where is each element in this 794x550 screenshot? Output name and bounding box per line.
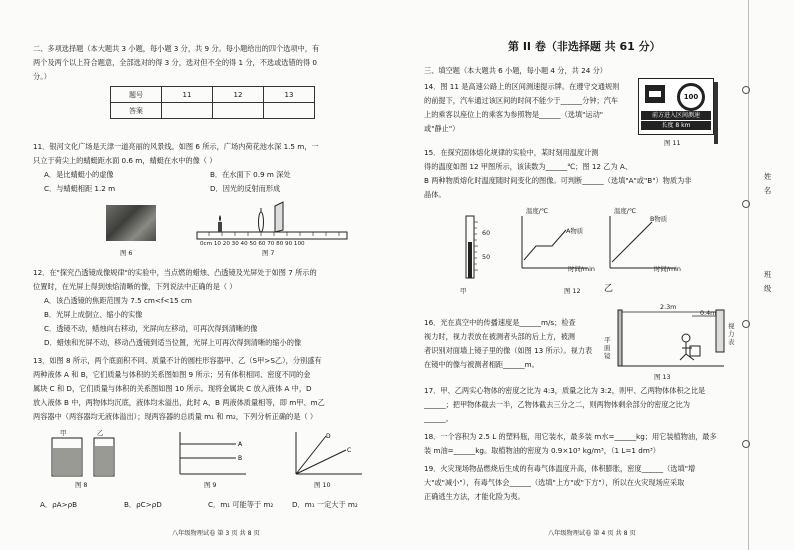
binding-hole <box>742 86 750 94</box>
q14-text-3: 上的乘客以座位上的乘客为参照物是______（选填"运动" <box>424 110 604 119</box>
q13-text-3: 属块 C 和 D，它们质量与体积的关系图如图 10 所示。现将金属块 C 放入液体 A 中，D <box>33 384 312 393</box>
left-footer: 八年级物理试卷 第 3 页 共 8 页 <box>172 530 260 537</box>
q11-option-a: A．是比蜻蜓小的虚像 <box>44 170 114 179</box>
q14-text-4: 或"静止"） <box>424 124 460 133</box>
q17-text-3: ______。 <box>424 414 453 423</box>
mirror-label: 平面镜 <box>604 336 611 360</box>
q11-option-c: C．与蜻蜓相距 1.2 m <box>44 184 116 193</box>
graph-b-label: B物质 <box>650 215 668 223</box>
label-jia: 甲 <box>60 429 67 437</box>
q18-text: 18．一个容积为 2.5 L 的塑料瓶，用它装水，最多装 m水=______kg；用它装植物油，最多 <box>424 432 717 441</box>
binding-hole <box>742 200 750 208</box>
fig12-jia: 甲 <box>460 287 467 295</box>
ruler-scale: 0cm 10 20 30 40 50 60 70 80 90 100 <box>200 241 305 247</box>
fig6-caption: 图 6 <box>120 249 133 257</box>
sidebar-label: 班 <box>764 270 772 279</box>
thermo-50: 50 <box>482 253 491 261</box>
sign-post <box>714 82 718 144</box>
label-yi: 乙 <box>97 429 104 437</box>
table-cell: 12 <box>213 87 264 103</box>
q13-option-b: B．ρC>ρD <box>124 500 162 509</box>
chart-label: 视力表 <box>728 322 735 346</box>
q12-option-a: A．该凸透镜的焦距范围为 7.5 cm<f<15 cm <box>44 296 192 305</box>
answer-cell-13[interactable] <box>264 103 315 119</box>
q12-option-c: C．透镜不动，蜡烛向右移动，光屏向左移动，可再次得到清晰的像 <box>44 324 258 333</box>
q11-text: 11．银河文化广场是天津一道亮丽的风景线。如图 6 所示，广场内荷花池水深 1.5 m，一 <box>33 142 319 151</box>
fig13-caption: 图 13 <box>654 373 671 381</box>
q16-text-2: 视力时，视力表放在被测者头部的后上方，被测 <box>424 332 575 341</box>
sidebar-label: 级 <box>764 284 772 293</box>
q19-text: 19．火灾现场物品燃烧后生成的有毒气体温度升高，体积膨胀，密度______（选填"增 <box>424 464 696 473</box>
q16-text: 16．光在真空中的传播速度是______m/s；检查 <box>424 318 576 327</box>
q12-text-2: 位置时，在光屏上得到烛焰清晰的像，下列说法中正确的是（ ） <box>33 282 237 291</box>
q13-text: 13．如图 8 所示，两个底面积不同、质量不计的圆柱形容器甲、乙（S甲>S乙），分别盛有 <box>33 356 322 365</box>
fig7-caption: 图 7 <box>262 249 275 257</box>
right-footer: 八年级物理试卷 第 4 页 共 8 页 <box>548 530 636 537</box>
fig9-graph <box>170 428 250 480</box>
fig10-graph <box>286 428 366 480</box>
q14-text-2: 的前提下，汽车通过该区间的时间不能少于______分钟；汽车 <box>424 96 619 105</box>
svg-text:A: A <box>238 441 243 448</box>
answer-table <box>110 86 315 119</box>
q13-option-a: A．ρA>ρB <box>40 500 78 509</box>
thermo-60: 60 <box>482 229 491 237</box>
dim-0-4m: 0.4m <box>700 309 717 317</box>
q19-text-3: 正确逃生方法，才能化险为夷。 <box>424 492 525 501</box>
sign-text2: 长度 8 km <box>641 121 711 130</box>
q13-option-c: C．m₁ 可能等于 m₂ <box>208 500 274 509</box>
q12-option-d: D．蜡烛和光屏不动，移动凸透镜到适当位置，光屏上可再次得到清晰的缩小的像 <box>44 338 302 347</box>
q12-option-b: B．光屏上成倒立、缩小的实像 <box>44 310 143 319</box>
graph-a-ylabel: 温度/℃ <box>526 207 549 215</box>
q16-text-3: 者识别对面墙上镜子里的像（如图 13 所示）。视力表 <box>424 346 593 355</box>
q13-option-d: D．m₁ 一定大于 m₂ <box>292 500 358 509</box>
q13-text-5: 两容器中（两容器均无液体溢出）；现两容器的总质量 m₁ 和 m₂，下列分析正确的是（ ） <box>33 412 318 421</box>
table-cell: 13 <box>264 87 315 103</box>
q15-text: 15．在探究固体熔化规律的实验中，某时刻用温度计测 <box>424 148 599 157</box>
graph-b-xlabel: 时间/min <box>654 265 681 273</box>
table-cell: 题号 <box>111 87 162 103</box>
q11-text-2: 只立于荷尖上的蜻蜓距水面 0.6 m，蜻蜓在水中的像（ ） <box>33 156 217 165</box>
svg-text:C: C <box>347 447 352 454</box>
q12-text: 12．在"探究凸透镜成像规律"的实验中，当点燃的蜡烛、凸透镜及光屏处于如图 7 所示的 <box>33 268 317 277</box>
fig10-caption: 图 10 <box>314 481 331 489</box>
q17-text-2: ______；把甲物体截去一半，乙物体截去三分之二，则两物体剩余部分的密度之比为 <box>424 400 690 409</box>
sidebar-label: 姓 <box>764 172 772 181</box>
fig11-caption: 图 11 <box>664 139 681 147</box>
binding-hole <box>742 320 750 328</box>
sidebar-label: 名 <box>764 186 772 195</box>
section2-line3: 分。） <box>33 72 51 81</box>
binding-line <box>748 0 749 550</box>
section2-line2: 两个及两个以上符合题意，全部选对的得 3 分，选对但不全的得 1 分，不选或选错的得 0 <box>33 58 317 67</box>
graph-a-label: A物质 <box>566 227 584 235</box>
q16-text-4: 在镜中的像与被测者相距______m。 <box>424 360 539 369</box>
fig11-sign <box>638 78 714 135</box>
q14-text: 14．图 11 是高速公路上的区间测速提示牌。在遵守交通规则 <box>424 82 620 91</box>
graph-b-ylabel: 温度/℃ <box>614 207 637 215</box>
right-page <box>398 0 794 550</box>
fig9-caption: 图 9 <box>204 481 217 489</box>
q19-text-2: 大"或"减小"），有毒气体会______（选填"上方"或"下方"），所以在火灾现场应采取 <box>424 478 685 487</box>
q13-text-2: 两种液体 A 和 B，它们质量与体积的关系图如图 9 所示；另有体积相同、密度不同的金 <box>33 370 311 379</box>
camera-icon <box>645 85 665 103</box>
sign-text1: 前方进入区间测速 <box>641 111 711 120</box>
fig6-photo <box>106 205 156 241</box>
dim-2-3m: 2.3m <box>660 303 677 311</box>
answer-cell-11[interactable] <box>162 103 213 119</box>
svg-text:B: B <box>238 455 243 462</box>
q18-text-2: 装 m油=______kg。取植物油的密度为 0.9×10³ kg/m³，（1 L=1 dm³） <box>424 446 660 455</box>
fig12-caption: 图 12 <box>564 287 581 295</box>
fig12-thermometer <box>460 212 500 282</box>
table-cell: 11 <box>162 87 213 103</box>
binding-hole <box>742 440 750 448</box>
answer-cell-12[interactable] <box>213 103 264 119</box>
graph-a-xlabel: 时间/min <box>568 265 595 273</box>
speed-limit-icon: 100 <box>677 83 705 111</box>
q11-option-b: B．在水面下 0.9 m 深处 <box>210 170 291 179</box>
section2-header: 二、多项选择题（本大题共 3 小题，每小题 3 分，共 9 分。每小题给出的四个选项中，有 <box>33 44 320 53</box>
q13-text-4: 放入液体 B 中，两物体均沉底，液体均未溢出，此时 A、B 两液体质量相等，即 m甲、m乙 <box>33 398 325 407</box>
section3-header: 三、填空题（本大题共 6 小题，每小题 4 分，共 24 分） <box>424 66 607 75</box>
fig12-yi: 乙 <box>604 284 614 294</box>
table-cell: 答案 <box>111 103 162 119</box>
fig8-caption: 图 8 <box>75 481 88 489</box>
q17-text: 17．甲、乙两实心物体的密度之比为 4:3，质量之比为 3:2，则甲、乙两物体体积之比是 <box>424 386 706 395</box>
q15-text-4: 晶体。 <box>424 190 446 199</box>
q15-text-2: 得的温度如图 12 甲图所示，该读数为______℃；图 12 乙为 A、 <box>424 162 633 171</box>
svg-text:D: D <box>326 433 331 440</box>
q15-text-3: B 两种物质熔化时温度随时间变化的图像。可判断______（选填"A"或"B"）物质为非 <box>424 176 692 185</box>
volume-title: 第 II 卷（非选择题 共 61 分） <box>508 40 661 53</box>
q11-option-d: D．因光的反射而形成 <box>210 184 281 193</box>
